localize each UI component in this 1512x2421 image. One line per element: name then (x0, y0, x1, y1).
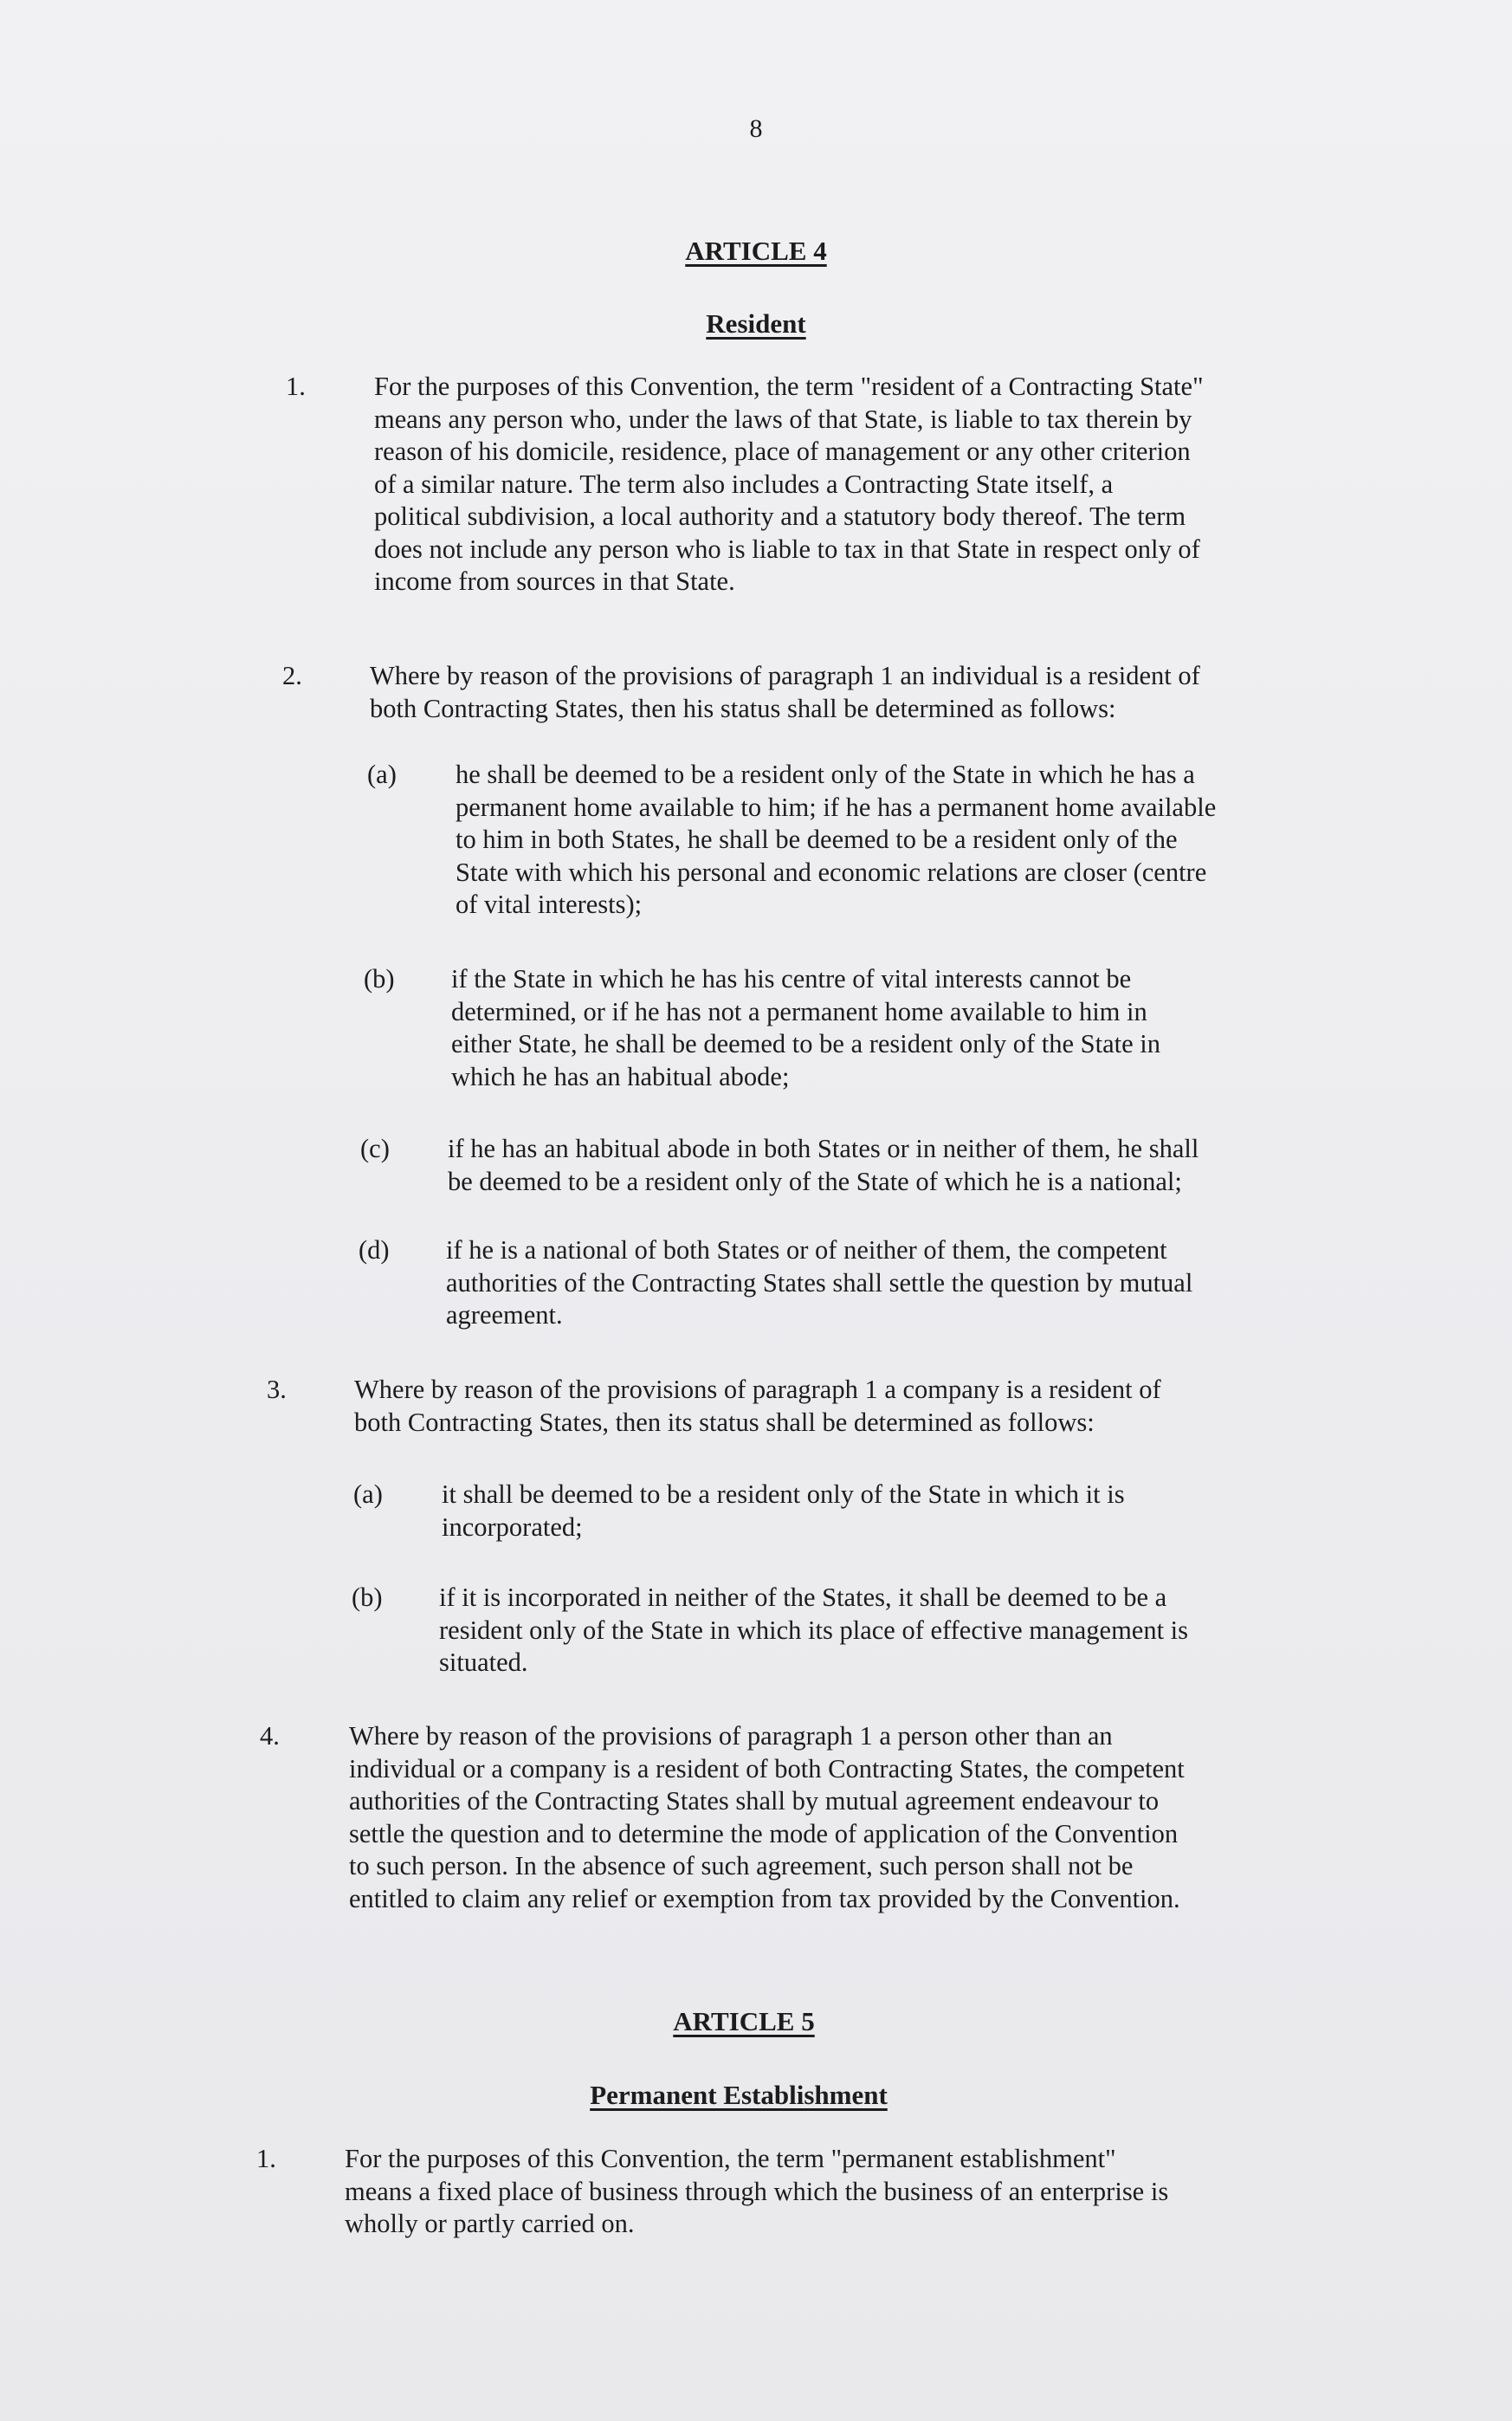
page-number: 8 (749, 114, 763, 143)
paragraph-number: 1. (286, 372, 306, 401)
text-line: Where by reason of the provisions of paragraph 1 a company is a resident of (354, 1375, 1161, 1404)
paragraph-text (345, 2143, 1168, 2241)
text-line: Where by reason of the provisions of paragraph 1 a person other than an (349, 1721, 1113, 1751)
text-line: if he is a national of both States or of neither of them, the competent (446, 1235, 1167, 1265)
text-line: For the purposes of this Convention, the term "permanent establishment" (345, 2144, 1116, 2173)
text-line: individual or a company is a resident of both Contracting States, the competent (349, 1753, 1185, 1783)
text-line: authorities of the Contracting States shall by mutual agreement endeavour to (349, 1786, 1160, 1816)
subparagraph-text (446, 1234, 1192, 1332)
text-line: which he has an habitual abode; (451, 1061, 790, 1091)
article-4-title: ARTICLE 4 (685, 236, 827, 266)
paragraph-number: 4. (260, 1721, 280, 1751)
text-line: to him in both States, he shall be deemed to be a resident only of the (456, 825, 1178, 854)
text-line: incorporated; (442, 1512, 583, 1542)
paragraph-number: 3. (267, 1375, 287, 1404)
article-5-subtitle: Permanent Establishment (590, 2080, 888, 2110)
text-line: if it is incorporated in neither of the States, it shall be deemed to be a (439, 1583, 1167, 1612)
text-line: State with which his personal and economic relations are closer (centre (456, 857, 1207, 887)
text-line: both Contracting States, then its status shall be determined as follows: (354, 1407, 1095, 1437)
text-line: does not include any person who is liable to tax in that State in respect only of (374, 534, 1200, 564)
text-line: of vital interests); (456, 890, 643, 919)
text-line: to such person. In the absence of such agreement, such person shall not be (349, 1851, 1134, 1880)
text-line: reason of his domicile, residence, place of management or any other criterion (374, 437, 1191, 466)
text-line: wholly or partly carried on. (345, 2209, 635, 2238)
paragraph-text (370, 660, 1200, 725)
text-line: settle the question and to determine the mode of application of the Convention (349, 1818, 1179, 1848)
subparagraph-letter: (b) (364, 964, 395, 994)
text-line: permanent home available to him; if he has a permanent home available (456, 792, 1217, 822)
article-4-subtitle: Resident (706, 308, 806, 339)
subparagraph-letter: (b) (352, 1583, 383, 1612)
text-line: means a fixed place of business through which the business of an enterprise is (345, 2176, 1169, 2206)
text-line: Where by reason of the provisions of paragraph 1 an individual is a resident of (370, 661, 1200, 690)
text-line: authorities of the Contracting States shall settle the question by mutual (446, 1267, 1193, 1298)
text-line: both Contracting States, then his status shall be determined as follows: (370, 693, 1116, 723)
subparagraph-letter: (c) (360, 1134, 390, 1163)
subparagraph-letter: (a) (367, 760, 397, 789)
text-line: if he has an habitual abode in both States or in neither of them, he shall (448, 1134, 1199, 1163)
article-5-title: ARTICLE 5 (673, 2006, 815, 2036)
subparagraph-text (442, 1479, 1125, 1544)
subparagraph-letter: (a) (353, 1479, 383, 1509)
text-line: means any person who, under the laws of that State, is liable to tax therein by (374, 404, 1192, 434)
text-line: For the purposes of this Convention, the term "resident of a Contracting State" (374, 372, 1204, 401)
paragraph-number: 1. (256, 2144, 276, 2173)
text-line: if the State in which he has his centre of vital interests cannot be (451, 964, 1132, 994)
paragraph-text (374, 371, 1204, 599)
text-line: political subdivision, a local authority and a statutory body thereof. The term (374, 502, 1186, 531)
text-line: agreement. (446, 1300, 563, 1330)
subparagraph-text (456, 759, 1216, 922)
text-line: resident only of the State in which its place of effective management is (439, 1615, 1189, 1645)
text-line: income from sources in that State. (374, 566, 735, 596)
subparagraph-text (439, 1582, 1188, 1680)
text-line: entitled to claim any relief or exemption from tax provided by the Convention. (349, 1883, 1180, 1913)
text-line: of a similar nature. The term also includes a Contracting State itself, a (374, 469, 1114, 499)
subparagraph-letter: (d) (359, 1235, 390, 1265)
text-line: situated. (439, 1647, 528, 1677)
paragraph-number: 2. (282, 661, 302, 690)
text-line: determined, or if he has not a permanent home available to him in (451, 996, 1147, 1026)
paragraph-text (354, 1374, 1161, 1439)
text-line: it shall be deemed to be a resident only of the State in which it is (442, 1479, 1125, 1509)
text-line: he shall be deemed to be a resident only of the State in which he has a (456, 760, 1195, 789)
subparagraph-text (451, 963, 1160, 1093)
subparagraph-text (448, 1133, 1199, 1198)
paragraph-text (349, 1720, 1185, 1915)
text-line: be deemed to be a resident only of the State of which he is a national; (448, 1166, 1182, 1196)
text-line: either State, he shall be deemed to be a resident only of the State in (451, 1029, 1161, 1058)
